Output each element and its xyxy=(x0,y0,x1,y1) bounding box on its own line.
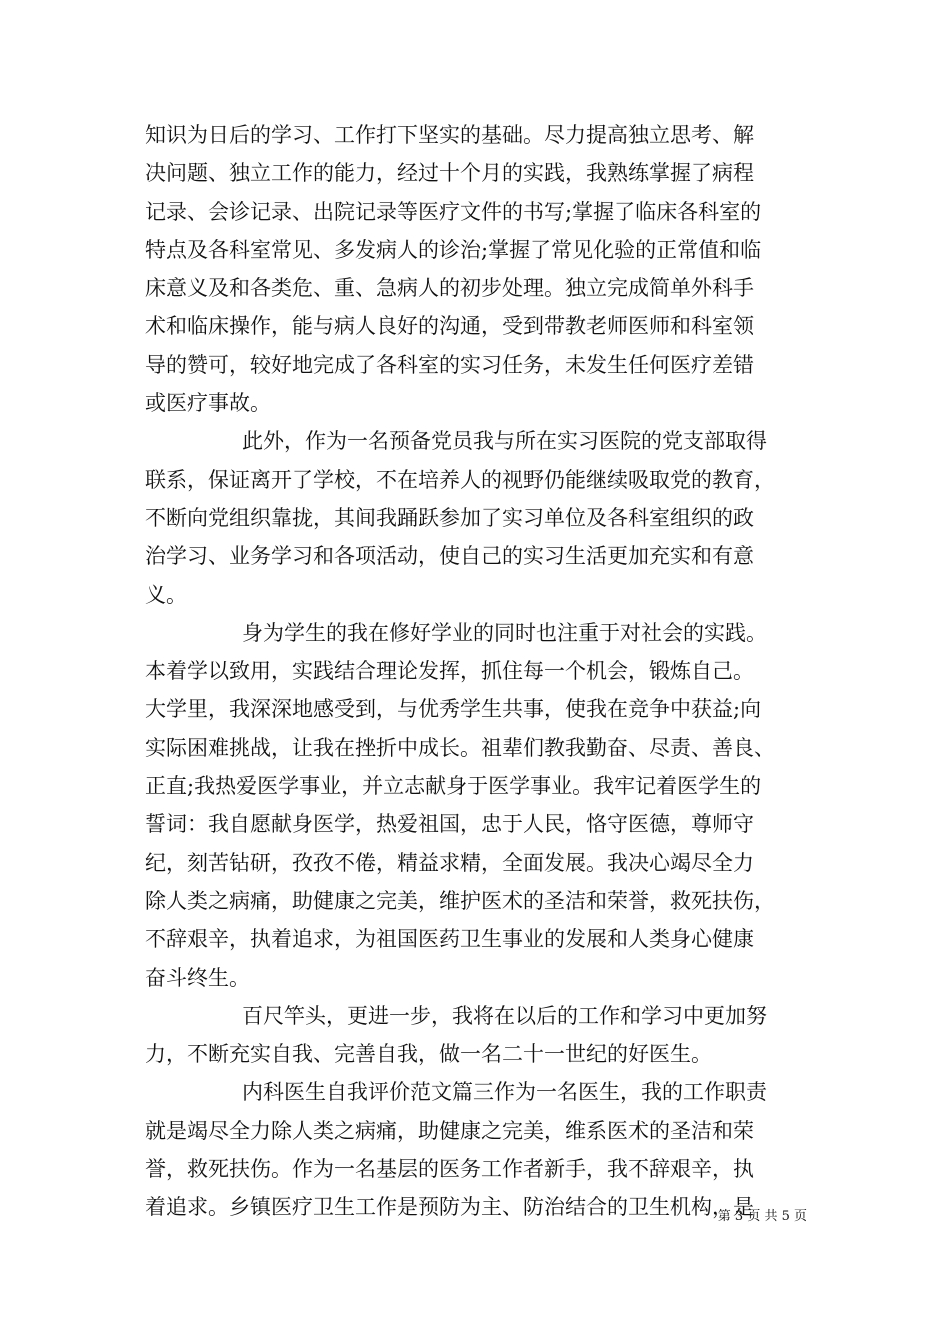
text-line: 联系，保证离开了学校，不在培养人的视野仍能继续吸取党的教育， xyxy=(145,467,775,492)
text-line: 治学习、业务学习和各项活动，使自己的实习生活更加充实和有意 xyxy=(145,544,754,569)
text-line: 知识为日后的学习、工作打下坚实的基础。尽力提高独立思考、解 xyxy=(145,123,754,147)
text-line: 正直;我热爱医学事业，并立志献身于医学事业。我牢记着医学生的 xyxy=(145,774,762,799)
text-line: 除人类之病痛，助健康之完美，维护医术的圣洁和荣誉，救死扶伤， xyxy=(145,888,775,913)
text-line: 实际困难挑战，让我在挫折中成长。祖辈们教我勤奋、尽责、善良、 xyxy=(145,735,775,760)
text-line: 记录、会诊记录、出院记录等医疗文件的书写;掌握了临床各科室的 xyxy=(145,199,762,224)
text-line: 不断向党组织靠拢，其间我踊跃参加了实习单位及各科室组织的政 xyxy=(145,505,754,530)
text-line: 身为学生的我在修好学业的同时也注重于对社会的实践。 xyxy=(242,620,767,645)
text-line: 誓词：我自愿献身医学，热爱祖国，忠于人民，恪守医德，尊师守 xyxy=(145,812,754,837)
text-line: 决问题、独立工作的能力，经过十个月的实践，我熟练掌握了病程 xyxy=(145,161,754,186)
page-number-footer: 第 3 页 共 5 页 xyxy=(717,1209,807,1224)
text-line: 义。 xyxy=(145,582,187,607)
text-line: 床意义及和各类危、重、急病人的初步处理。独立完成简单外科手 xyxy=(145,276,754,301)
text-line: 奋斗终生。 xyxy=(145,965,250,990)
text-line: 纪，刻苦钻研，孜孜不倦，精益求精，全面发展。我决心竭尽全力 xyxy=(145,850,754,875)
text-line: 百尺竿头，更进一步，我将在以后的工作和学习中更加努 xyxy=(242,1003,767,1028)
text-line: 内科医生自我评价范文篇三作为一名医生，我的工作职责 xyxy=(242,1080,767,1105)
text-line: 不辞艰辛，执着追求，为祖国医药卫生事业的发展和人类身心健康 xyxy=(145,927,754,952)
text-line: 导的赞可，较好地完成了各科室的实习任务，未发生任何医疗差错 xyxy=(145,352,754,377)
text-line: 术和临床操作，能与病人良好的沟通，受到带教老师医师和科室领 xyxy=(145,314,754,339)
text-line: 大学里，我深深地感受到，与优秀学生共事，使我在竞争中获益;向 xyxy=(145,697,762,722)
text-line: 誉，救死扶伤。作为一名基层的医务工作者新手，我不辞艰辛，执 xyxy=(145,1157,754,1182)
text-line: 力，不断充实自我、完善自我，做一名二十一世纪的好医生。 xyxy=(145,1042,712,1067)
text-line: 特点及各科室常见、多发病人的诊治;掌握了常见化验的正常值和临 xyxy=(145,237,762,262)
text-line: 或医疗事故。 xyxy=(145,391,271,416)
text-line: 本着学以致用，实践结合理论发挥，抓住每一个机会，锻炼自己。 xyxy=(145,659,754,684)
text-line: 就是竭尽全力除人类之病痛，助健康之完美，维系医术的圣洁和荣 xyxy=(145,1118,754,1143)
text-line: 此外，作为一名预备党员我与所在实习医院的党支部取得 xyxy=(242,429,767,454)
document-body xyxy=(145,116,815,1227)
text-line: 着追求。乡镇医疗卫生工作是预防为主、防治结合的卫生机构，是 xyxy=(145,1195,754,1220)
